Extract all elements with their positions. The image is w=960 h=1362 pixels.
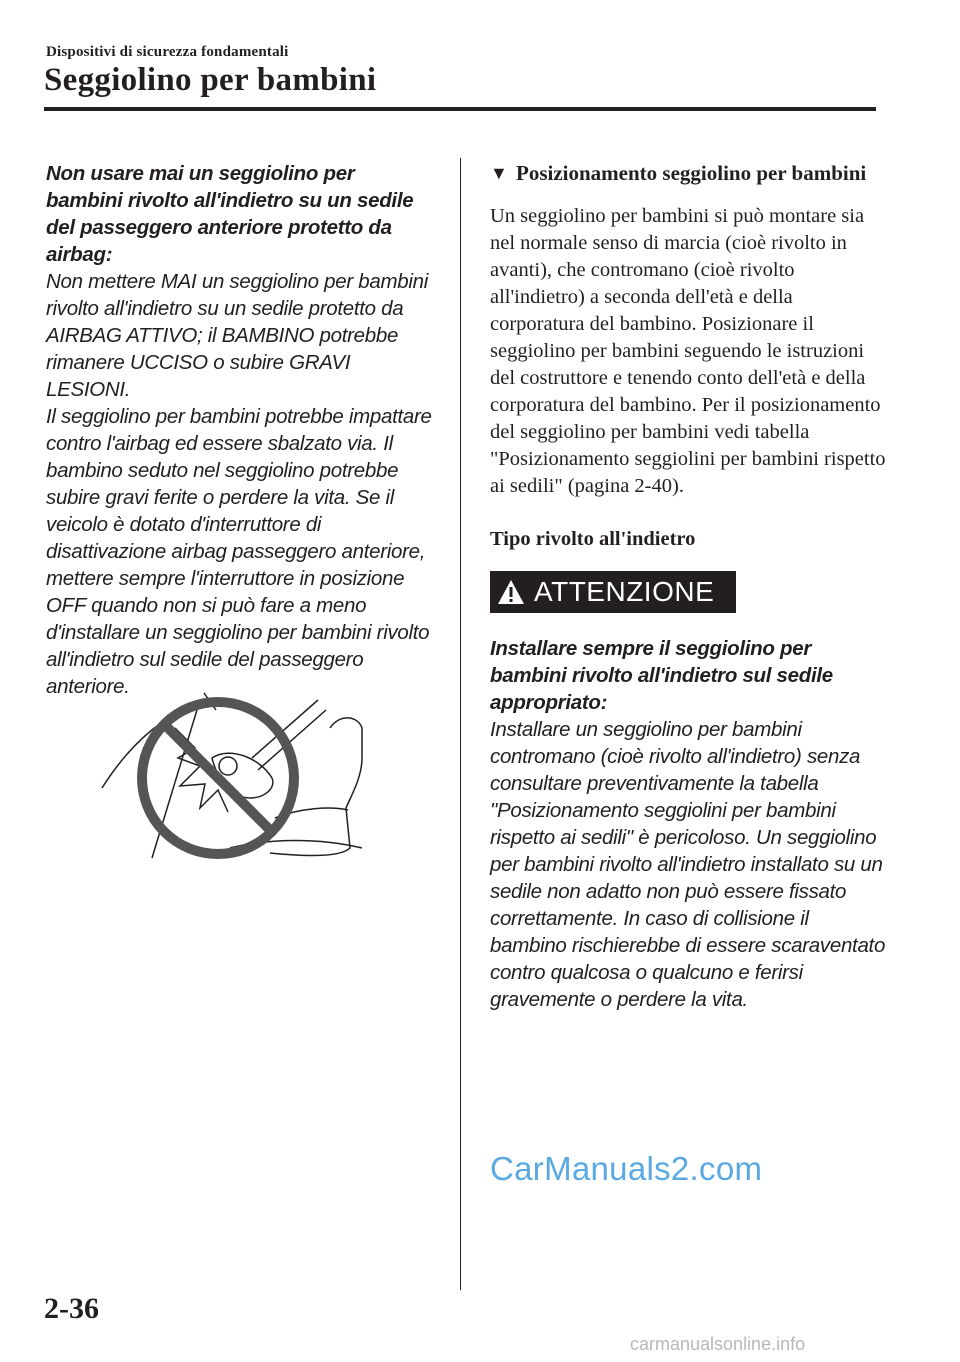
warning-lead: Non usare mai un seggiolino per bambini rivolto all'indietro su un sedile del passeggero anteriore protetto da airbag:	[46, 162, 414, 266]
section-heading-text: Posizionamento seggiolino per bambini	[516, 161, 867, 185]
subheading-rear-facing: Tipo rivolto all'indietro	[490, 528, 696, 550]
page-title: Seggiolino per bambini	[44, 62, 377, 98]
airbag-child-seat-illustration	[100, 688, 390, 868]
caution-banner	[490, 571, 736, 613]
section-header: Dispositivi di sicurezza fondamentali	[46, 44, 289, 60]
caution-label: ATTENZIONE	[534, 576, 715, 607]
warning-paragraph-2: Il seggiolino per bambini potrebbe impattare contro l'airbag ed essere sbalzato via. Il bambino seduto nel seggiolino potrebbe subire gravi ferite o perdere la vita. Se il veicolo è dotato d'interruttore di disattivazione airbag passeggero anteriore, mettere sempre l'interruttore in posizione OFF quando non si può fare a meno d'installare un seggiolino per bambini rivolto all'indietro sul sedile del passeggero anteriore.	[46, 405, 432, 698]
section-body: Un seggiolino per bambini si può montare sia nel normale senso di marcia (cioè rivolto in avanti), che contromano (cioè rivolto all'indietro) a seconda dell'età e della corporatura del bambino. Posizionare il seggiolino per bambini seguendo le istruzioni del costruttore e tenendo conto dell'età e della corporatura del bambino. Per il posizionamento del seggiolino per bambini vedi tabella "Posizionamento seggiolini per bambini rispetto ai sedili" (pagina 2-40).	[490, 205, 886, 497]
triangle-down-icon: ▼	[490, 163, 508, 183]
warning-paragraph-1: Non mettere MAI un seggiolino per bambini rivolto all'indietro su un sedile protetto da AIRBAG ATTIVO; il BAMBINO potrebbe rimanere UCCISO o subire GRAVI LESIONI.	[46, 270, 428, 401]
warning-triangle-icon	[496, 578, 526, 606]
caution-text	[490, 635, 890, 1013]
header-rule	[44, 107, 876, 111]
section-heading	[490, 160, 890, 187]
caution-lead: Installare sempre il seggiolino per bambini rivolto all'indietro sul sedile appropriato:	[490, 637, 833, 714]
right-column	[490, 160, 890, 1013]
left-warning-block	[46, 160, 436, 700]
watermark-logo: CarManuals2.com	[490, 1150, 763, 1187]
column-divider	[460, 158, 461, 1290]
caution-body: Installare un seggiolino per bambini contromano (cioè rivolto all'indietro) senza consultare preventivamente la tabella "Posizionamento seggiolini per bambini rispetto ai sedili" è pericoloso. Un seggiolino per bambini rivolto all'indietro installato su un sedile non adatto non può essere fissato correttamente. In caso di collisione il bambino rischierebbe di essere scaraventato contro qualcosa o qualcuno e ferirsi gravemente o perdere la vita.	[490, 718, 886, 1011]
footer-site: carmanualsonline.info	[630, 1334, 806, 1354]
page-number: 2-36	[44, 1292, 99, 1325]
